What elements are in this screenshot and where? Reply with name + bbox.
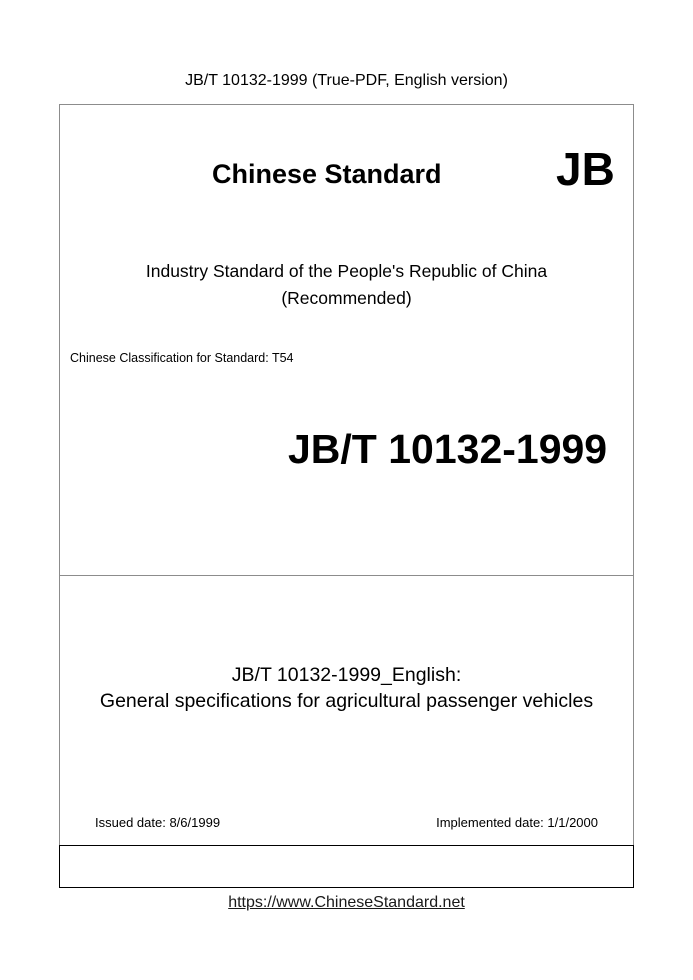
document-title-line-1: JB/T 10132-1999_English:: [231, 664, 462, 686]
document-title: [59, 662, 634, 714]
document-header: JB/T 10132-1999 (True-PDF, English version): [185, 72, 508, 89]
issued-date: Issued date: 8/6/1999: [95, 815, 221, 830]
subtitle-line-1: Industry Standard of the People's Republic of China: [145, 261, 548, 281]
website-link[interactable]: https://www.ChineseStandard.net: [228, 894, 465, 911]
document-title-line-2: General specifications for agricultural passenger vehicles: [99, 690, 594, 712]
cover-title: Chinese Standard: [212, 159, 442, 189]
subtitle-line-2: (Recommended): [281, 288, 412, 308]
cover-bottom-box: [59, 845, 634, 888]
classification-label: Chinese Classification for Standard: T54: [70, 351, 294, 365]
standard-number: JB/T 10132-1999: [288, 426, 608, 472]
implemented-date: Implemented date: 1/1/2000: [436, 815, 598, 830]
cover-subtitle: [59, 258, 634, 312]
footer: [0, 894, 693, 912]
standard-mark: JB: [556, 143, 615, 195]
cover-divider: [59, 575, 634, 576]
cover-frame: [59, 104, 634, 845]
